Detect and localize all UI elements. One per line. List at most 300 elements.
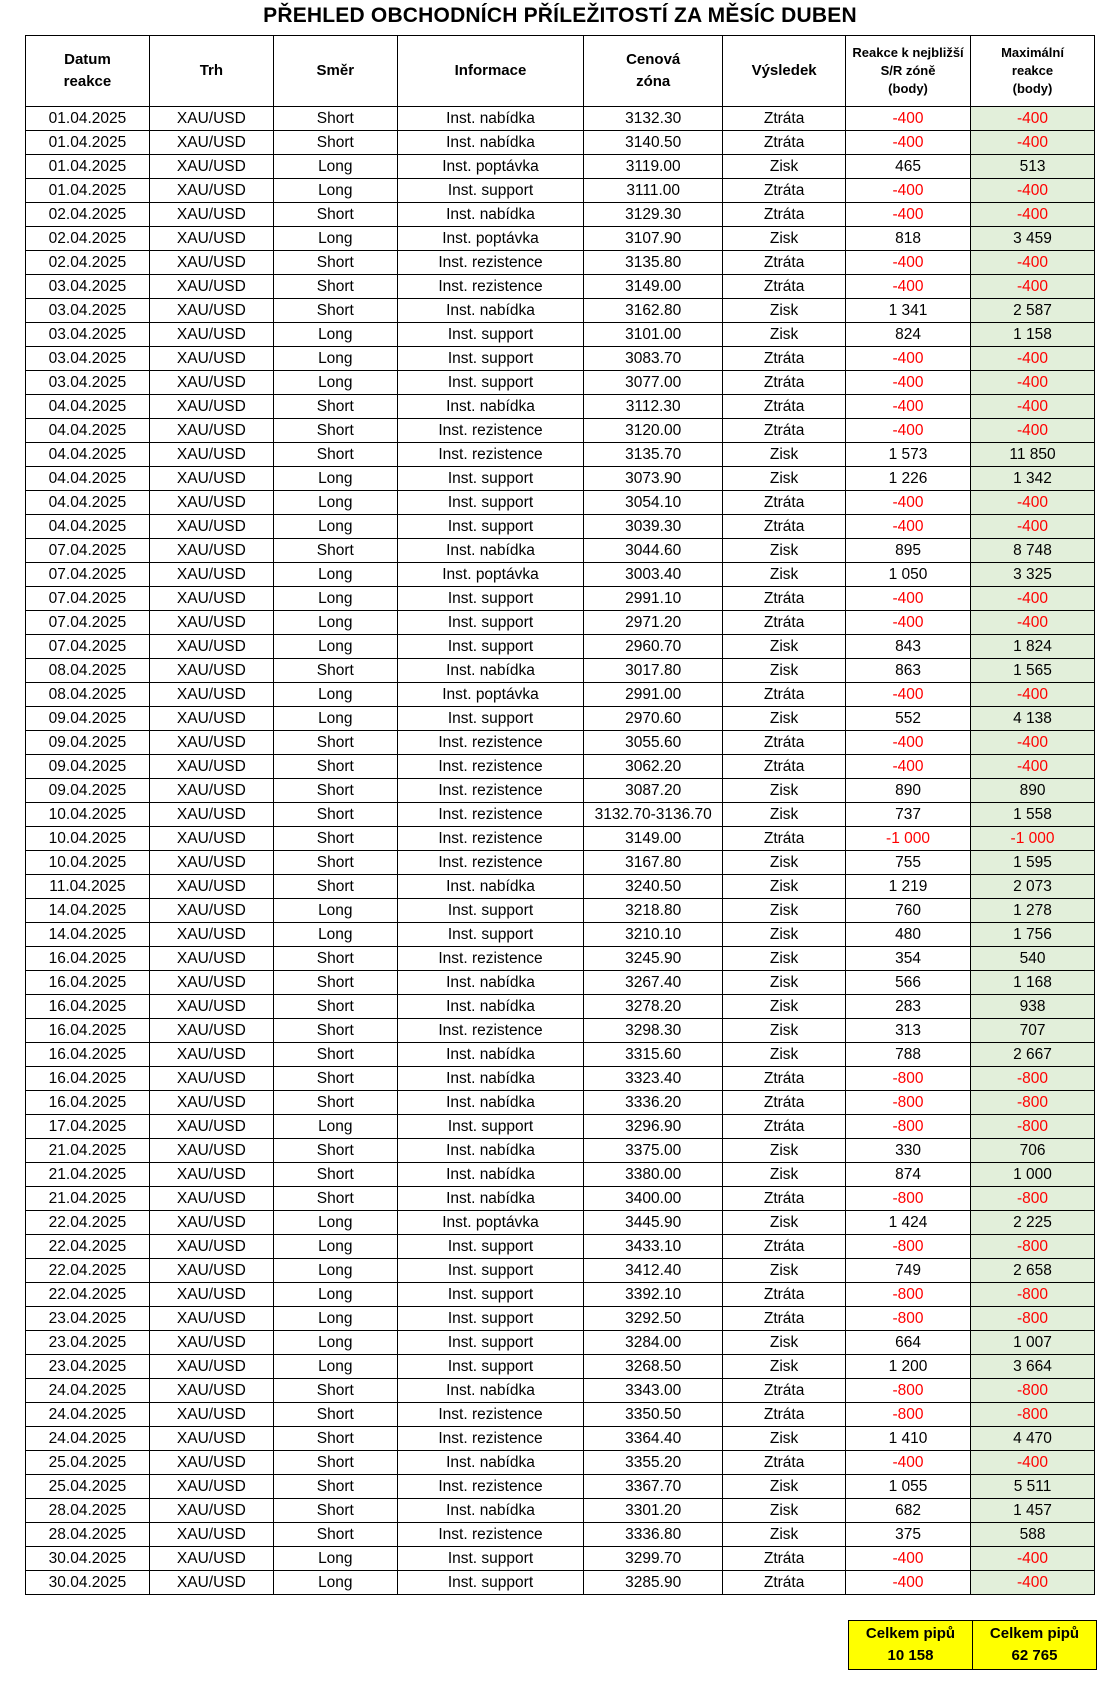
price-zone-cell: 3278.20 (584, 995, 723, 1019)
reaction-cell: 1 573 (846, 443, 971, 467)
date-cell: 03.04.2025 (26, 371, 150, 395)
date-cell: 02.04.2025 (26, 227, 150, 251)
date-cell: 11.04.2025 (26, 875, 150, 899)
market-cell: XAU/USD (149, 683, 273, 707)
header-reaction: Reakce k nejbližší S/R zóně (body) (846, 36, 971, 107)
result-cell: Zisk (723, 779, 846, 803)
market-cell: XAU/USD (149, 875, 273, 899)
date-cell: 10.04.2025 (26, 851, 150, 875)
info-cell: Inst. nabídka (397, 1499, 583, 1523)
date-cell: 25.04.2025 (26, 1475, 150, 1499)
info-cell: Inst. nabídka (397, 1067, 583, 1091)
info-cell: Inst. support (397, 371, 583, 395)
date-cell: 24.04.2025 (26, 1427, 150, 1451)
info-cell: Inst. rezistence (397, 731, 583, 755)
max-reaction-cell: 938 (971, 995, 1095, 1019)
info-cell: Inst. rezistence (397, 827, 583, 851)
direction-cell: Short (273, 1451, 397, 1475)
result-cell: Ztráta (723, 515, 846, 539)
direction-cell: Long (273, 587, 397, 611)
price-zone-cell: 3292.50 (584, 1307, 723, 1331)
direction-cell: Short (273, 851, 397, 875)
reaction-cell: 895 (846, 539, 971, 563)
reaction-cell: 863 (846, 659, 971, 683)
price-zone-cell: 2991.00 (584, 683, 723, 707)
direction-cell: Long (273, 491, 397, 515)
result-cell: Zisk (723, 947, 846, 971)
table-row (26, 323, 1095, 347)
price-zone-cell: 3343.00 (584, 1379, 723, 1403)
max-reaction-cell: 513 (971, 155, 1095, 179)
reaction-cell: 1 341 (846, 299, 971, 323)
price-zone-cell: 2960.70 (584, 635, 723, 659)
info-cell: Inst. support (397, 347, 583, 371)
result-cell: Ztráta (723, 179, 846, 203)
market-cell: XAU/USD (149, 1307, 273, 1331)
market-cell: XAU/USD (149, 947, 273, 971)
direction-cell: Long (273, 1331, 397, 1355)
price-zone-cell: 3167.80 (584, 851, 723, 875)
direction-cell: Short (273, 299, 397, 323)
price-zone-cell: 3135.70 (584, 443, 723, 467)
result-cell: Zisk (723, 1043, 846, 1067)
direction-cell: Short (273, 731, 397, 755)
market-cell: XAU/USD (149, 1331, 273, 1355)
result-cell: Ztráta (723, 1235, 846, 1259)
table-row (26, 1187, 1095, 1211)
market-cell: XAU/USD (149, 539, 273, 563)
direction-cell: Short (273, 1379, 397, 1403)
date-cell: 07.04.2025 (26, 539, 150, 563)
table-row (26, 731, 1095, 755)
info-cell: Inst. nabídka (397, 299, 583, 323)
max-reaction-cell: 3 664 (971, 1355, 1095, 1379)
max-reaction-cell: 890 (971, 779, 1095, 803)
result-cell: Ztráta (723, 203, 846, 227)
header-market: Trh (149, 36, 273, 107)
price-zone-cell: 3245.90 (584, 947, 723, 971)
direction-cell: Long (273, 515, 397, 539)
price-zone-cell: 2991.10 (584, 587, 723, 611)
result-cell: Zisk (723, 1139, 846, 1163)
date-cell: 16.04.2025 (26, 1067, 150, 1091)
market-cell: XAU/USD (149, 1571, 273, 1595)
reaction-cell: -400 (846, 251, 971, 275)
direction-cell: Short (273, 971, 397, 995)
price-zone-cell: 3129.30 (584, 203, 723, 227)
price-zone-cell: 3149.00 (584, 827, 723, 851)
info-cell: Inst. support (397, 1235, 583, 1259)
market-cell: XAU/USD (149, 371, 273, 395)
page-title: PŘEHLED OBCHODNÍCH PŘÍLEŽITOSTÍ ZA MĚSÍC DUBEN (263, 4, 857, 27)
reaction-cell: -400 (846, 491, 971, 515)
direction-cell: Long (273, 1235, 397, 1259)
direction-cell: Long (273, 1211, 397, 1235)
market-cell: XAU/USD (149, 1547, 273, 1571)
header-result: Výsledek (723, 36, 846, 107)
info-cell: Inst. rezistence (397, 251, 583, 275)
direction-cell: Long (273, 563, 397, 587)
max-reaction-cell: -400 (971, 395, 1095, 419)
info-cell: Inst. nabídka (397, 395, 583, 419)
market-cell: XAU/USD (149, 515, 273, 539)
market-cell: XAU/USD (149, 107, 273, 131)
table-row (26, 1019, 1095, 1043)
date-cell: 02.04.2025 (26, 203, 150, 227)
price-zone-cell: 3111.00 (584, 179, 723, 203)
result-cell: Zisk (723, 443, 846, 467)
date-cell: 30.04.2025 (26, 1547, 150, 1571)
reaction-cell: -400 (846, 611, 971, 635)
market-cell: XAU/USD (149, 1427, 273, 1451)
date-cell: 09.04.2025 (26, 707, 150, 731)
direction-cell: Short (273, 779, 397, 803)
max-reaction-cell: -400 (971, 371, 1095, 395)
info-cell: Inst. nabídka (397, 1187, 583, 1211)
max-reaction-cell: -800 (971, 1307, 1095, 1331)
table-row (26, 827, 1095, 851)
price-zone-cell: 3284.00 (584, 1331, 723, 1355)
info-cell: Inst. rezistence (397, 1523, 583, 1547)
info-cell: Inst. nabídka (397, 971, 583, 995)
result-cell: Ztráta (723, 611, 846, 635)
date-cell: 21.04.2025 (26, 1187, 150, 1211)
total-reaction-pips: Celkem pipů 10 158 (849, 1621, 973, 1670)
max-reaction-cell: -400 (971, 1571, 1095, 1595)
max-reaction-cell: 540 (971, 947, 1095, 971)
result-cell: Ztráta (723, 1307, 846, 1331)
market-cell: XAU/USD (149, 995, 273, 1019)
max-reaction-cell: -400 (971, 683, 1095, 707)
market-cell: XAU/USD (149, 251, 273, 275)
max-reaction-cell: -400 (971, 131, 1095, 155)
result-cell: Zisk (723, 1259, 846, 1283)
price-zone-cell: 3336.80 (584, 1523, 723, 1547)
reaction-cell: -400 (846, 683, 971, 707)
reaction-cell: 755 (846, 851, 971, 875)
result-cell: Zisk (723, 803, 846, 827)
reaction-cell: 566 (846, 971, 971, 995)
price-zone-cell: 3367.70 (584, 1475, 723, 1499)
header-row (26, 36, 1095, 107)
price-zone-cell: 3301.20 (584, 1499, 723, 1523)
direction-cell: Long (273, 1547, 397, 1571)
direction-cell: Long (273, 1307, 397, 1331)
info-cell: Inst. nabídka (397, 1139, 583, 1163)
market-cell: XAU/USD (149, 659, 273, 683)
result-cell: Ztráta (723, 1067, 846, 1091)
table-row (26, 851, 1095, 875)
reaction-cell: -400 (846, 1451, 971, 1475)
direction-cell: Short (273, 1043, 397, 1067)
max-reaction-cell: -400 (971, 731, 1095, 755)
max-reaction-cell: 1 457 (971, 1499, 1095, 1523)
date-cell: 24.04.2025 (26, 1379, 150, 1403)
price-zone-cell: 3087.20 (584, 779, 723, 803)
info-cell: Inst. nabídka (397, 1451, 583, 1475)
date-cell: 14.04.2025 (26, 899, 150, 923)
reaction-cell: 760 (846, 899, 971, 923)
table-row (26, 299, 1095, 323)
table-row (26, 1331, 1095, 1355)
date-cell: 21.04.2025 (26, 1163, 150, 1187)
date-cell: 22.04.2025 (26, 1211, 150, 1235)
max-reaction-cell: -400 (971, 347, 1095, 371)
max-reaction-cell: -400 (971, 419, 1095, 443)
info-cell: Inst. nabídka (397, 539, 583, 563)
max-reaction-cell: -800 (971, 1379, 1095, 1403)
date-cell: 03.04.2025 (26, 275, 150, 299)
date-cell: 04.04.2025 (26, 467, 150, 491)
result-cell: Ztráta (723, 1379, 846, 1403)
table-row (26, 1475, 1095, 1499)
date-cell: 10.04.2025 (26, 803, 150, 827)
market-cell: XAU/USD (149, 323, 273, 347)
info-cell: Inst. nabídka (397, 131, 583, 155)
max-reaction-cell: 706 (971, 1139, 1095, 1163)
direction-cell: Short (273, 659, 397, 683)
total-max-pips: Celkem pipů 62 765 (973, 1621, 1097, 1670)
info-cell: Inst. nabídka (397, 1043, 583, 1067)
max-reaction-cell: -400 (971, 179, 1095, 203)
info-cell: Inst. rezistence (397, 947, 583, 971)
result-cell: Zisk (723, 1523, 846, 1547)
table-row (26, 659, 1095, 683)
info-cell: Inst. support (397, 179, 583, 203)
reaction-cell: 1 219 (846, 875, 971, 899)
table-row (26, 1427, 1095, 1451)
market-cell: XAU/USD (149, 1067, 273, 1091)
result-cell: Zisk (723, 1427, 846, 1451)
max-reaction-cell: -400 (971, 491, 1095, 515)
date-cell: 22.04.2025 (26, 1235, 150, 1259)
date-cell: 03.04.2025 (26, 347, 150, 371)
max-reaction-cell: -800 (971, 1403, 1095, 1427)
reaction-cell: 330 (846, 1139, 971, 1163)
market-cell: XAU/USD (149, 1139, 273, 1163)
reaction-cell: -800 (846, 1307, 971, 1331)
table-row (26, 1499, 1095, 1523)
reaction-cell: -400 (846, 755, 971, 779)
table-row (26, 539, 1095, 563)
info-cell: Inst. rezistence (397, 1019, 583, 1043)
result-cell: Zisk (723, 563, 846, 587)
table-row (26, 419, 1095, 443)
date-cell: 09.04.2025 (26, 755, 150, 779)
table-row (26, 203, 1095, 227)
result-cell: Zisk (723, 851, 846, 875)
reaction-cell: 283 (846, 995, 971, 1019)
price-zone-cell: 3375.00 (584, 1139, 723, 1163)
price-zone-cell: 3073.90 (584, 467, 723, 491)
market-cell: XAU/USD (149, 227, 273, 251)
info-cell: Inst. nabídka (397, 107, 583, 131)
date-cell: 03.04.2025 (26, 323, 150, 347)
price-zone-cell: 3039.30 (584, 515, 723, 539)
direction-cell: Short (273, 443, 397, 467)
table-row (26, 107, 1095, 131)
max-reaction-cell: 3 325 (971, 563, 1095, 587)
price-zone-cell: 3268.50 (584, 1355, 723, 1379)
result-cell: Zisk (723, 635, 846, 659)
info-cell: Inst. support (397, 587, 583, 611)
header-info: Informace (397, 36, 583, 107)
max-reaction-cell: 2 658 (971, 1259, 1095, 1283)
result-cell: Zisk (723, 1331, 846, 1355)
result-cell: Ztráta (723, 1283, 846, 1307)
result-cell: Ztráta (723, 1571, 846, 1595)
table-row (26, 1451, 1095, 1475)
table-row (26, 1571, 1095, 1595)
max-reaction-cell: -1 000 (971, 827, 1095, 851)
reaction-cell: 1 424 (846, 1211, 971, 1235)
max-reaction-cell: -400 (971, 251, 1095, 275)
market-cell: XAU/USD (149, 1019, 273, 1043)
max-reaction-cell: 1 278 (971, 899, 1095, 923)
market-cell: XAU/USD (149, 1475, 273, 1499)
result-cell: Zisk (723, 323, 846, 347)
reaction-cell: -1 000 (846, 827, 971, 851)
table-row (26, 251, 1095, 275)
table-row (26, 1283, 1095, 1307)
table-row (26, 875, 1095, 899)
date-cell: 17.04.2025 (26, 1115, 150, 1139)
price-zone-cell: 3218.80 (584, 899, 723, 923)
direction-cell: Short (273, 1475, 397, 1499)
date-cell: 01.04.2025 (26, 179, 150, 203)
info-cell: Inst. support (397, 1355, 583, 1379)
info-cell: Inst. support (397, 1307, 583, 1331)
max-reaction-cell: -400 (971, 587, 1095, 611)
result-cell: Ztráta (723, 1547, 846, 1571)
direction-cell: Long (273, 635, 397, 659)
direction-cell: Long (273, 227, 397, 251)
table-row (26, 227, 1095, 251)
table-row (26, 755, 1095, 779)
reaction-cell: -400 (846, 419, 971, 443)
result-cell: Zisk (723, 1475, 846, 1499)
info-cell: Inst. rezistence (397, 851, 583, 875)
info-cell: Inst. support (397, 323, 583, 347)
price-zone-cell: 3054.10 (584, 491, 723, 515)
date-cell: 16.04.2025 (26, 947, 150, 971)
date-cell: 07.04.2025 (26, 587, 150, 611)
table-row (26, 923, 1095, 947)
result-cell: Zisk (723, 707, 846, 731)
info-cell: Inst. rezistence (397, 755, 583, 779)
market-cell: XAU/USD (149, 467, 273, 491)
reaction-cell: -400 (846, 587, 971, 611)
max-reaction-cell: 2 073 (971, 875, 1095, 899)
market-cell: XAU/USD (149, 1163, 273, 1187)
reaction-cell: -400 (846, 395, 971, 419)
price-zone-cell: 3062.20 (584, 755, 723, 779)
table-row (26, 1355, 1095, 1379)
reaction-cell: -400 (846, 1547, 971, 1571)
date-cell: 25.04.2025 (26, 1451, 150, 1475)
max-reaction-cell: 1 595 (971, 851, 1095, 875)
direction-cell: Short (273, 419, 397, 443)
date-cell: 02.04.2025 (26, 251, 150, 275)
date-cell: 01.04.2025 (26, 131, 150, 155)
table-row (26, 1403, 1095, 1427)
direction-cell: Short (273, 1427, 397, 1451)
info-cell: Inst. poptávka (397, 155, 583, 179)
price-zone-cell: 3364.40 (584, 1427, 723, 1451)
max-reaction-cell: 1 168 (971, 971, 1095, 995)
direction-cell: Long (273, 1283, 397, 1307)
table-row (26, 1139, 1095, 1163)
table-row (26, 1163, 1095, 1187)
result-cell: Ztráta (723, 131, 846, 155)
date-cell: 16.04.2025 (26, 1043, 150, 1067)
reaction-cell: 375 (846, 1523, 971, 1547)
max-reaction-cell: -400 (971, 275, 1095, 299)
reaction-cell: -800 (846, 1283, 971, 1307)
direction-cell: Long (273, 923, 397, 947)
max-reaction-cell: -800 (971, 1115, 1095, 1139)
reaction-cell: -800 (846, 1115, 971, 1139)
direction-cell: Long (273, 1115, 397, 1139)
reaction-cell: -400 (846, 131, 971, 155)
info-cell: Inst. rezistence (397, 779, 583, 803)
info-cell: Inst. support (397, 1283, 583, 1307)
info-cell: Inst. nabídka (397, 1379, 583, 1403)
market-cell: XAU/USD (149, 971, 273, 995)
result-cell: Zisk (723, 539, 846, 563)
max-reaction-cell: -800 (971, 1067, 1095, 1091)
table-row (26, 947, 1095, 971)
market-cell: XAU/USD (149, 707, 273, 731)
direction-cell: Short (273, 995, 397, 1019)
date-cell: 23.04.2025 (26, 1355, 150, 1379)
reaction-cell: 788 (846, 1043, 971, 1067)
date-cell: 23.04.2025 (26, 1331, 150, 1355)
reaction-cell: 890 (846, 779, 971, 803)
market-cell: XAU/USD (149, 635, 273, 659)
direction-cell: Long (273, 323, 397, 347)
info-cell: Inst. poptávka (397, 1211, 583, 1235)
reaction-cell: -400 (846, 515, 971, 539)
direction-cell: Short (273, 803, 397, 827)
table-row (26, 467, 1095, 491)
reaction-cell: 874 (846, 1163, 971, 1187)
price-zone-cell: 3296.90 (584, 1115, 723, 1139)
price-zone-cell: 3101.00 (584, 323, 723, 347)
max-reaction-cell: 4 138 (971, 707, 1095, 731)
info-cell: Inst. support (397, 707, 583, 731)
direction-cell: Long (273, 899, 397, 923)
result-cell: Zisk (723, 899, 846, 923)
reaction-cell: 1 226 (846, 467, 971, 491)
direction-cell: Short (273, 131, 397, 155)
info-cell: Inst. nabídka (397, 875, 583, 899)
market-cell: XAU/USD (149, 1451, 273, 1475)
max-reaction-cell: -400 (971, 1547, 1095, 1571)
direction-cell: Short (273, 107, 397, 131)
price-zone-cell: 3315.60 (584, 1043, 723, 1067)
result-cell: Ztráta (723, 755, 846, 779)
table-row (26, 803, 1095, 827)
date-cell: 03.04.2025 (26, 299, 150, 323)
date-cell: 30.04.2025 (26, 1571, 150, 1595)
date-cell: 22.04.2025 (26, 1283, 150, 1307)
date-cell: 16.04.2025 (26, 995, 150, 1019)
max-reaction-cell: 4 470 (971, 1427, 1095, 1451)
reaction-cell: -400 (846, 203, 971, 227)
info-cell: Inst. support (397, 899, 583, 923)
info-cell: Inst. support (397, 491, 583, 515)
